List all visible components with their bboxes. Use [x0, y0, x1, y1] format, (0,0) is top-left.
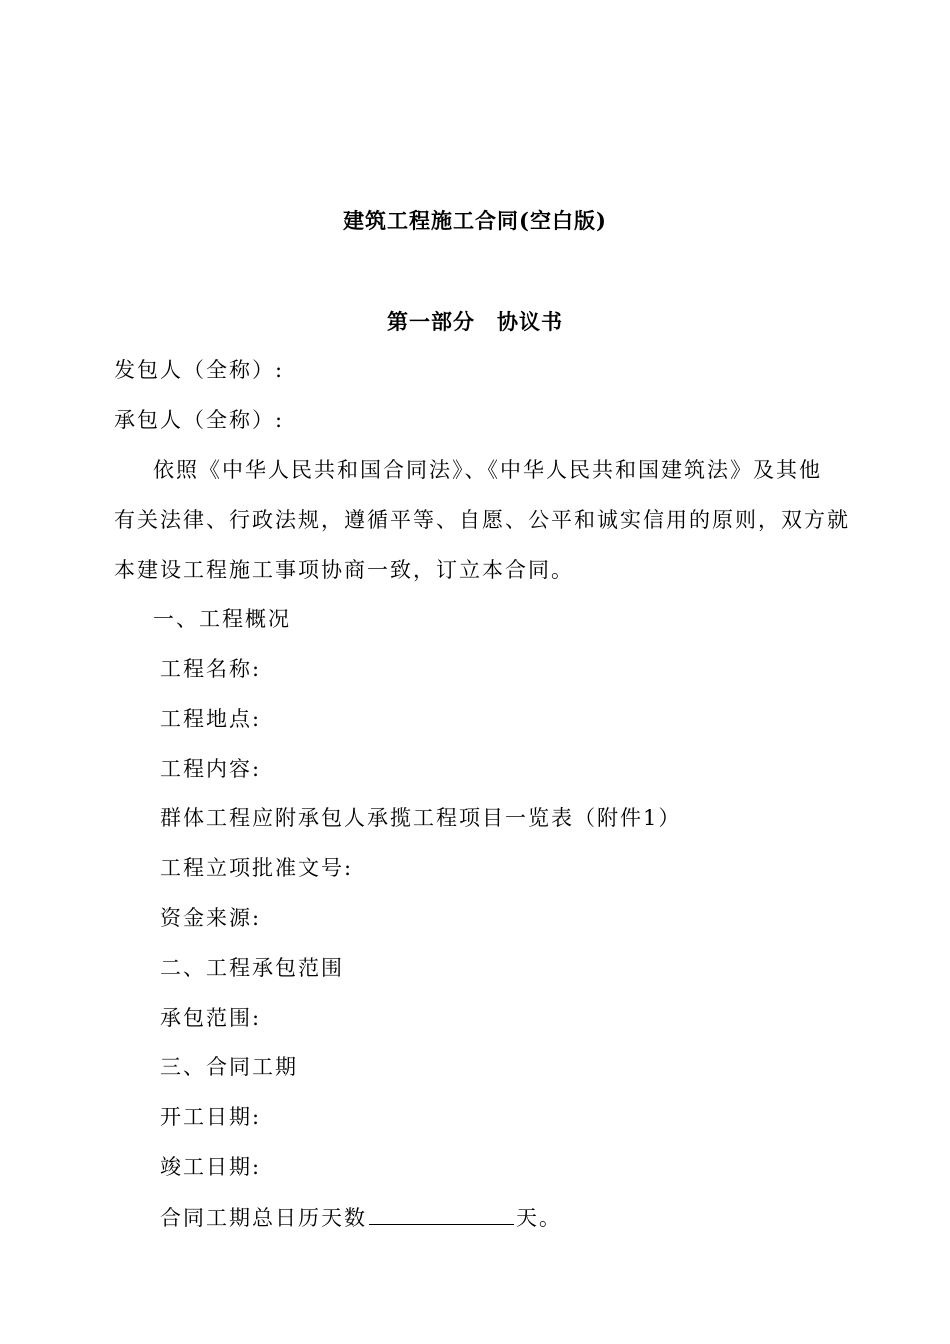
approval-number-label: 工程立项批准文号: — [160, 856, 354, 880]
total-days-prefix: 合同工期总日历天数 — [160, 1206, 367, 1230]
fund-source-label: 资金来源: — [160, 906, 262, 930]
total-days-suffix: 天。 — [516, 1206, 562, 1230]
document-title: 建筑工程施工合同(空白版) — [343, 208, 607, 233]
intro-paragraph-line-2: 有关法律、行政法规，遵循平等、自愿、公平和诚实信用的原则，双方就 — [114, 508, 850, 532]
section-3-heading: 三、合同工期 — [160, 1055, 298, 1079]
project-content-label: 工程内容: — [160, 757, 262, 781]
total-days-line — [160, 1202, 562, 1233]
contract-scope-label: 承包范围: — [160, 1006, 262, 1030]
total-days-blank[interactable] — [369, 1202, 514, 1225]
employer-label: 发包人（全称）: — [114, 358, 285, 382]
part-title: 第一部分 协议书 — [387, 309, 563, 334]
intro-paragraph-line-3: 本建设工程施工事项协商一致，订立本合同。 — [114, 558, 574, 582]
section-1-heading: 一、工程概况 — [153, 607, 291, 631]
intro-paragraph-line-1: 依照《中华人民共和国合同法》、《中华人民共和国建筑法》及其他 — [153, 458, 822, 482]
section-2-heading: 二、工程承包范围 — [160, 956, 344, 980]
project-location-label: 工程地点: — [160, 707, 262, 731]
project-name-label: 工程名称: — [160, 657, 262, 681]
start-date-label: 开工日期: — [160, 1105, 262, 1129]
contractor-label: 承包人（全称）: — [114, 408, 285, 432]
completion-date-label: 竣工日期: — [160, 1155, 262, 1179]
group-project-note: 群体工程应附承包人承揽工程项目一览表（附件1） — [160, 806, 682, 830]
